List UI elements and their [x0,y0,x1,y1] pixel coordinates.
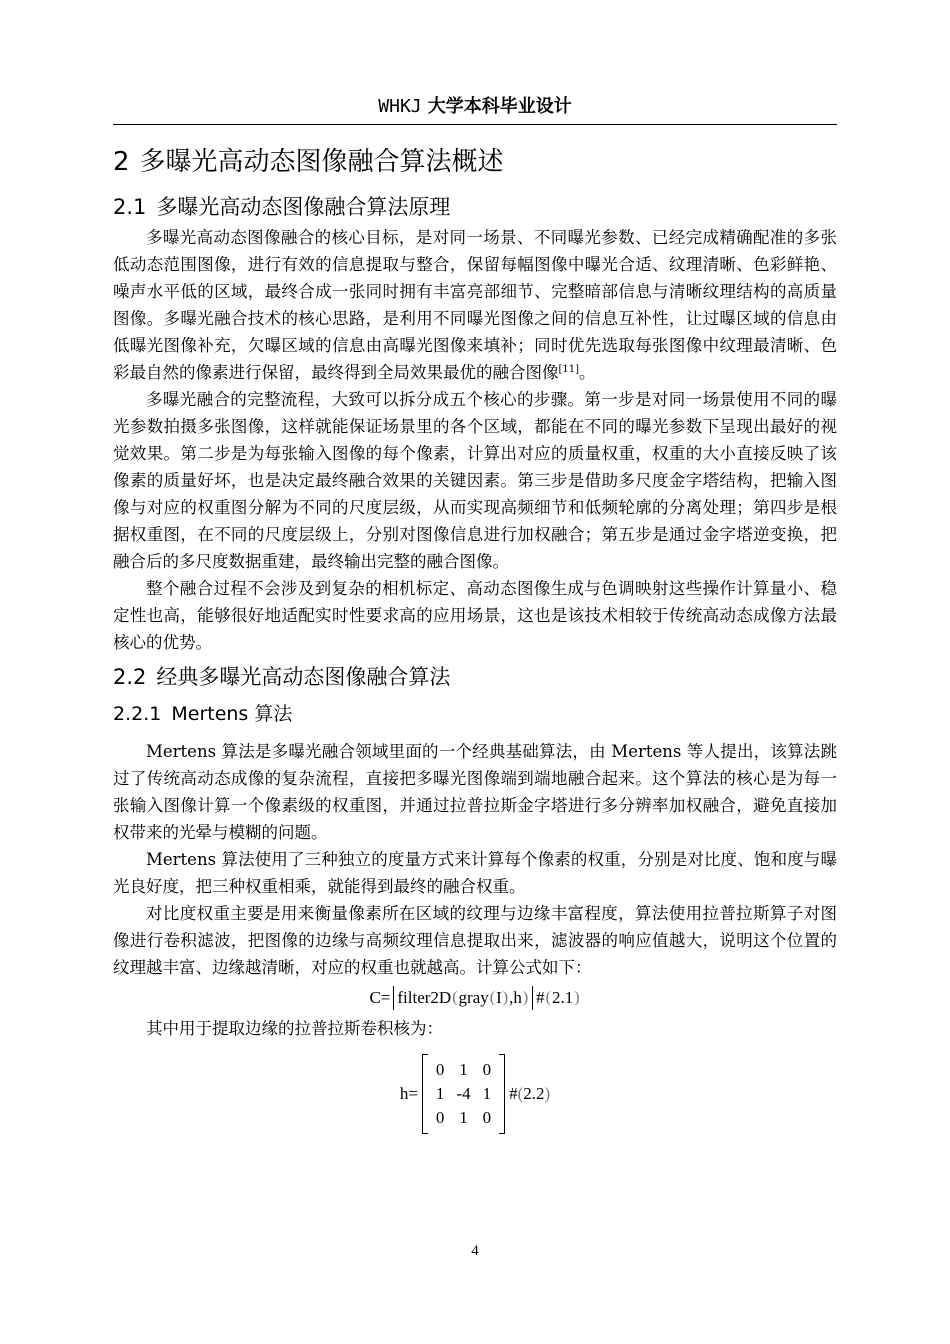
paragraph: 多曝光融合的完整流程，大致可以拆分成五个核心的步骤。第一步是对同一场景使用不同的曝光参数拍摄多张图像，这样就能保证场景里的各个区域，都能在不同的曝光参数下呈现出最好的视觉效果。第二步是为每张输入图像的每个像素，计算出对应的质量权重，权重的大小直接反映了该像素的质量好坏，也是决定最终融合效果的关键因素。第三步是借助多尺度金字塔结构，把输入图像与对应的权重图分解为不同的尺度层级，从而实现高频细节和低频轮廓的分离处理；第四步是根据权重图，在不同的尺度层级上，分别对图像信息进行加权融合；第五步是通过金字塔逆变换，把融合后的多尺度数据重建，最终输出完整的融合图像。 [113,390,837,571]
paragraph: Mertens 算法使用了三种独立的度量方式来计算每个像素的权重，分别是对比度、饱和度与曝光良好度，把三种权重相乘，就能得到最终的融合权重。 [113,850,837,896]
formula-2-1: C= filter2D ( gray ( I ) ,h ) # ( 2.1 ) [113,981,837,1015]
subsection-heading-2-2-1 [113,698,837,730]
citation-ref: [11] [558,364,580,375]
page-number: 4 [471,1243,479,1259]
section-number: 2.1 [113,195,147,219]
paragraph: 对比度权重主要是用来衡量像素所在区域的纹理与边缘丰富程度，算法使用拉普拉斯算子对图像进行卷积滤波，把图像的边缘与高频纹理信息提取出来，滤波器的响应值越大，说明这个位置的纹理越丰富、边缘越清晰，对应的权重也就越高。计算公式如下： [113,904,837,977]
formula-number: 2.1 [551,988,574,1007]
matrix-cell: 1 [435,1084,445,1103]
paragraph [113,224,837,386]
formula-inner: gray [458,988,489,1007]
section-number: 2.2 [113,665,147,689]
section-title: 多曝光高动态图像融合算法原理 [156,195,451,219]
paragraph-text: 多曝光高动态图像融合的核心目标，是对同一场景、不同曝光参数、已经完成精确配准的多张低动态范围图像，进行有效的信息提取与整合，保留每幅图像中曝光合适、纹理清晰、色彩鲜艳、噪声水平低的区域，最终合成一张同时拥有丰富亮部细节、完整暗部信息与清晰纹理结构的高质量图像。多曝光融合技术的核心思路，是利用不同曝光图像之间的信息互补性，让过曝区域的信息由低曝光图像补充，欠曝区域的信息由高曝光图像来填补；同时优先选取每张图像中纹理最清晰、色彩最自然的像素进行保留，最终得到全局效果最优的融合图像 [113,228,837,382]
matrix-cell: 0 [482,1060,492,1079]
formula-number: 2.2 [523,1084,545,1103]
formula-lhs: C= [369,988,391,1007]
matrix-cell: 1 [459,1060,468,1079]
formula-lhs: h= [399,1084,418,1103]
formula-func: filter2D [397,988,452,1007]
formula-2-2: h= 0 1 0 1 -4 1 0 1 0 # ( 2.2 ) [113,1042,837,1146]
paragraph: 整个融合过程不会涉及到复杂的相机标定、高动态图像生成与色调映射这些操作计算量小、稳定性也高，能够很好地适配实时性要求高的应用场景，这也是该技术相较于传统高动态成像方法最核心的优势。 [113,579,837,652]
matrix-cell: 1 [482,1084,492,1103]
chapter-title: 多曝光高动态图像融合算法概述 [139,147,504,177]
paragraph-end: 。 [579,363,596,382]
section-title: 经典多曝光高动态图像融合算法 [156,665,451,689]
laplacian-kernel-matrix [422,1054,505,1134]
paragraph: 其中用于提取边缘的拉普拉斯卷积核为： [146,1019,443,1038]
formula-arg: I [496,988,502,1007]
section-heading-2-2 [113,660,837,694]
matrix-cell: 0 [435,1060,445,1079]
section-heading-2-1 [113,190,837,224]
formula-tag: # [536,988,545,1007]
abs-bar-left [393,986,394,1010]
subsection-title: Mertens 算法 [171,703,293,725]
abs-bar-right [532,986,533,1010]
formula-kernel: ,h [509,988,522,1007]
matrix-cell: 0 [482,1108,492,1127]
chapter-number: 2 [113,147,130,177]
header-rule [113,124,837,125]
matrix-cell: 0 [435,1108,445,1127]
header-right: 大学本科毕业设计 [427,96,572,117]
header-left: WHKJ [378,96,422,117]
subsection-number: 2.2.1 [113,703,162,725]
matrix-cell: -4 [456,1084,471,1103]
paragraph: Mertens 算法是多曝光融合领域里面的一个经典基础算法，由 Mertens 等人提出，该算法跳过了传统高动态成像的复杂流程，直接把多曝光图像端到端地融合起来。这个算法的核心是为每一张输入图像计算一个像素级的权重图，并通过拉普拉斯金字塔进行多分辨率加权融合，避免直接加权带来的光晕与模糊的问题。 [113,742,837,842]
matrix-cell: 1 [459,1108,468,1127]
chapter-heading [113,140,837,184]
page-content [113,140,837,1146]
running-header [113,93,837,120]
formula-tag: # [509,1084,518,1103]
